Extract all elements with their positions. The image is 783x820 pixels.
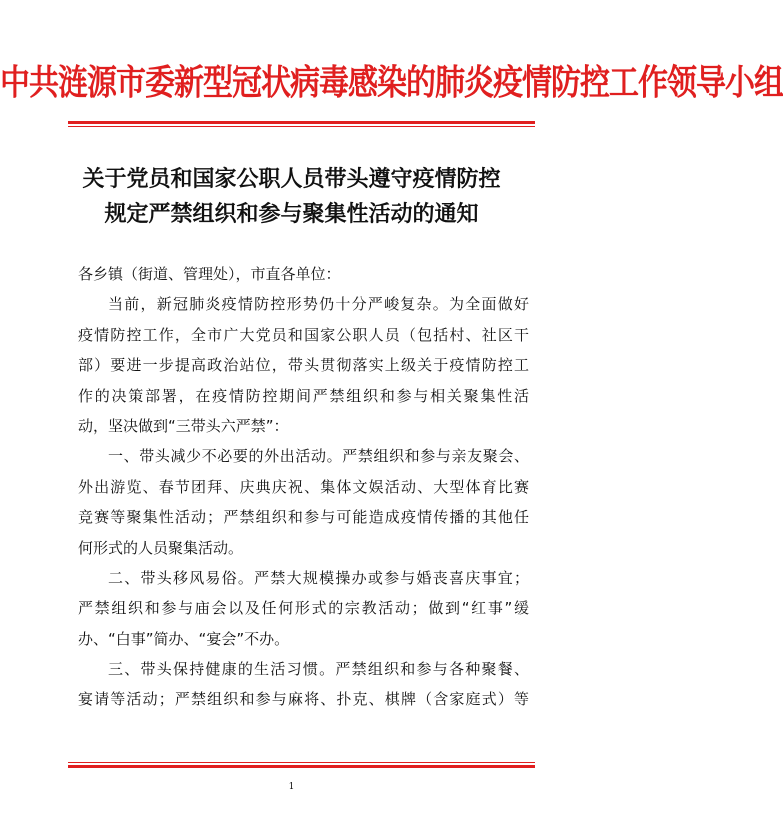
paragraph-2-line-3: 竞赛等聚集性活动；严禁组织和参与可能造成疫情传播的其他任 <box>78 508 529 527</box>
paragraph-3-line-2: 严禁组织和参与庙会以及任何形式的宗教活动；做到“红事”缓 <box>78 599 529 618</box>
paragraph-2-line-4: 何形式的人员聚集活动。 <box>78 538 244 557</box>
footer-rule-thick <box>68 765 535 768</box>
paragraph-1-line-2: 疫情防控工作，全市广大党员和国家公职人员（包括村、社区干 <box>78 325 529 344</box>
document-title-line-1: 关于党员和国家公职人员带头遵守疫情防控 <box>82 166 501 192</box>
paragraph-4-line-1: 三、带头保持健康的生活习惯。严禁组织和参与各种聚餐、 <box>108 660 529 679</box>
letterhead-rule-thin <box>68 126 535 127</box>
paragraph-4-line-2: 宴请等活动；严禁组织和参与麻将、扑克、棋牌（含家庭式）等 <box>78 690 529 709</box>
document-title-line-2: 规定严禁组织和参与聚集性活动的通知 <box>104 201 479 227</box>
paragraph-2-line-2: 外出游览、春节团拜、庆典庆祝、集体文娱活动、大型体育比赛 <box>78 477 529 496</box>
document-title <box>60 162 523 232</box>
letterhead-rule-thick <box>68 121 535 124</box>
paragraph-1-line-1: 当前，新冠肺炎疫情防控形势仍十分严峻复杂。为全面做好 <box>108 295 529 314</box>
page-number: 1 <box>288 782 295 792</box>
greeting-line: 各乡镇（街道、管理处），市直各单位： <box>78 265 341 283</box>
letterhead-title: 中共涟源市委新型冠状病毒感染的肺炎疫情防控工作领导小组 <box>0 62 783 105</box>
footer-rule-thin <box>68 762 535 763</box>
paragraph-2-line-1: 一、带头减少不必要的外出活动。严禁组织和参与亲友聚会、 <box>108 447 529 466</box>
document-body <box>78 259 529 715</box>
paragraph-3-line-1: 二、带头移风易俗。严禁大规模操办或参与婚丧喜庆事宜； <box>108 568 529 587</box>
paragraph-1-line-4: 作的决策部署，在疫情防控期间严禁组织和参与相关聚集性活 <box>78 386 529 405</box>
paragraph-1-line-5: 动，坚决做到“三带头六严禁”： <box>78 416 289 435</box>
paragraph-1-line-3: 部）要进一步提高政治站位，带头贯彻落实上级关于疫情防控工 <box>78 356 529 375</box>
paragraph-3-line-3: 办、“白事”简办、“宴会”不办。 <box>78 629 290 648</box>
